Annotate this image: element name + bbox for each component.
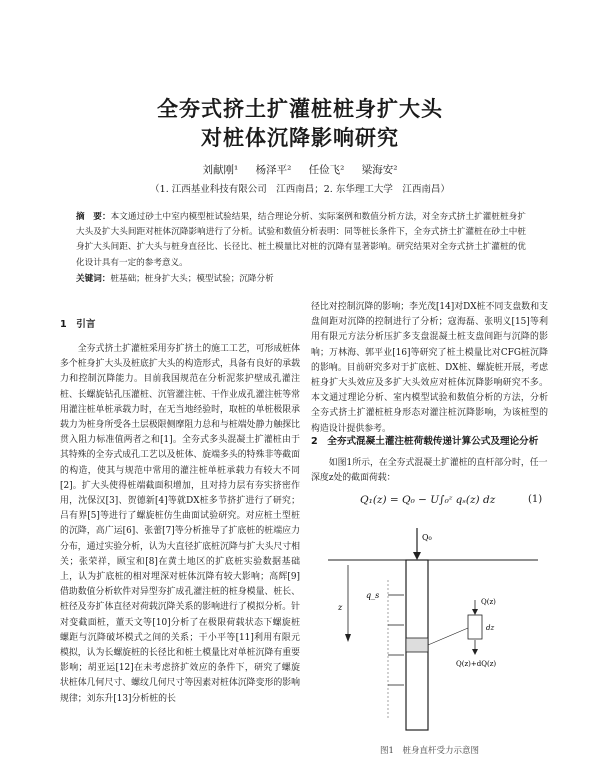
- equation-1: Q₁(z) = Q₀ − U∫₀ᶻ qₛ(z) dz: [360, 494, 496, 506]
- abstract: [76, 210, 526, 271]
- load-arrow-head: [413, 552, 421, 560]
- label-qz-dqz: Q(z)+dQ(z): [456, 660, 497, 668]
- label-qz: Q(z): [481, 598, 496, 606]
- equation-number: (1): [528, 494, 543, 505]
- keywords-text: 桩基础；桩身扩大头；模型试验；沉降分析: [110, 274, 274, 284]
- section1-body: 全夯式挤土扩灌桩采用夯扩挤土的施工工艺，可形成桩体多个桩身扩大头及桩底扩大头的构造形式，具备有良好的承载力和控制沉降能力。目前我国规范在分析泥浆护壁成孔灌注桩、长螺旋钻孔压灌桩、沉管灌注桩、干作业成孔灌注桩等常用灌注桩单桩承载力时，在无当地经验时，取桩的单桩极限承载力为桩身所受各土层极限侧摩阻力总和与桩端处静力触探比贯入阻力标准值两者之和[1]。全夯式多头混凝土扩灌桩由于其特殊的全夯式成孔工艺以及桩体、旋端多头的特殊非等截面的构造，使其与规范中常用的灌注桩单桩承载力有较大不同[2]。扩大头使得桩端截面积增加，且对持力层有夯实挤密作用，沈保汉[3]、贺德新[4]等就DX桩多节挤扩进行了研究；吕有界[5]等进行了螺旋桩仿生曲面试验研究。对应桩土型桩的沉降，高广运[6]、张蕾[7]等分析推导了扩底桩的桩端应力分布，通过实验分析，认为大直径扩底桩沉降与扩大头尺寸相关；张荣祥，顾宝和[8]在黄土地区的扩底桩实验数据基础上，认为扩底桩的相对埋深对桩体沉降有较大影响；高辉[9]借助数值分析软件对异型夯扩成孔灌注桩的桩身模量、桩长、桩径及夯扩体直径对荷载沉降关系的影响进行了模拟分析。针对变截面桩，董天文等[10]分析了在极限荷载状态下螺旋桩螺距与沉降破坏模式之间的关系；干小平等[11]利用有限元模拟，认为长螺旋桩的长径比和桩土模量比对单桩沉降有重要影响；胡亚运[12]在未考虑挤扩效应的条件下，研究了螺旋状桩体几何尺寸、螺纹几何尺寸等因素对桩体沉降变形的影响规律；刘东升[13]分析桩的长: [60, 344, 300, 704]
- label-q0: Q₀: [422, 533, 432, 542]
- pile-element: [406, 638, 428, 652]
- element-detail: [468, 615, 482, 639]
- section2-heading: 2 全夯式混凝土灌注桩荷载传递计算公式及理论分析: [311, 436, 539, 447]
- right-column-continuation: 径比对控制沉降的影响；李光茂[14]对DX桩不同支盘数和支盘间距对沉降的控制进行了分析；寇海磊、张明义[15]等利用有限元方法分析压扩多支盘混凝土桩支盘间距与沉降的影响；万林海、郭平业[16]等研究了桩土模量比对CFG桩沉降的影响。目前研究多对于扩底桩、DX桩、螺旋桩开展，考虑桩身扩大头效应及多扩大头效应对桩体沉降影响研究不多。本文通过理论分析、室内模型试验和数值分析的方法，分析全夯式挤土扩灌桩桩身形态对灌注桩沉降影响，为该桩型的构造设计提供参考。: [311, 302, 548, 434]
- abstract-label: 摘 要：: [76, 212, 111, 222]
- paper-title-line2: 对桩体沉降影响研究: [201, 126, 399, 150]
- abstract-text: 本文通过砂土中室内模型桩试验结果，结合理论分析、实际案例和数值分析方法，对全夯式挤土扩灌桩桩身扩大头及扩大头间距对桩体沉降影响进行了分析。试验和数值分析表明：同等桩长条件下，全夯式挤土扩灌桩在砂土中桩身扩大头间距、扩大头与桩身直径比、长径比、桩土模量比对桩的沉降有显著影响。研究结果对全夯式挤土扩灌桩的优化设计具有一定的参考意义。: [76, 212, 526, 268]
- figure-caption: 图1 桩身直杆受力示意图: [380, 746, 479, 756]
- keywords: [76, 272, 526, 284]
- author: 梁海安²: [361, 164, 398, 176]
- pile-force-diagram: [318, 520, 548, 735]
- section1-heading: 1 引言: [60, 319, 96, 330]
- label-z: z: [338, 603, 343, 612]
- author: 任俭飞²: [308, 164, 345, 176]
- section2-body: 如图1所示，在全夯式混凝土扩灌桩的直杆部分时，任一深度z处的截面荷载：: [311, 458, 548, 484]
- author: 杨泽平²: [255, 164, 292, 176]
- label-qs: q_s: [366, 591, 380, 600]
- keywords-label: 关键词：: [76, 274, 111, 284]
- paper-title-line1: 全夯式挤土扩灌桩桩身扩大头: [157, 97, 443, 121]
- author: 刘献刚¹: [202, 164, 239, 176]
- label-dz: dz: [486, 624, 495, 632]
- author-list: [0, 162, 600, 177]
- affiliation: （1. 江西基业科技有限公司 江西南昌；2. 东华理工大学 江西南昌）: [150, 184, 450, 195]
